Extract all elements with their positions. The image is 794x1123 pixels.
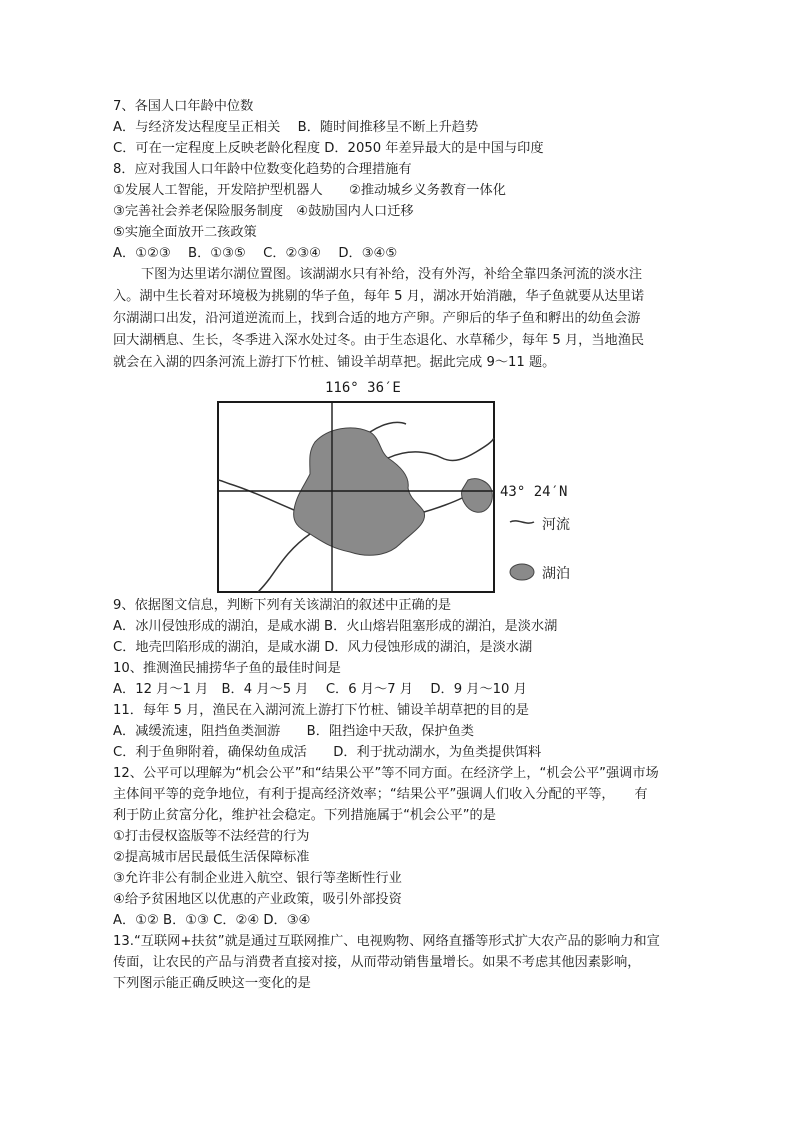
q11-options-cd: C．利于鱼卵附着，确保幼鱼成活 D．利于扰动湖水，为鱼类提供饵料 — [113, 745, 542, 760]
passage-line: 就会在入湖的四条河流上游打下竹桩、铺设羊胡草把。据此完成 9～11 题。 — [113, 355, 556, 370]
q13-stem-line: 下列图示能正确反映这一变化的是 — [113, 976, 311, 991]
q12-item: ②提高城市居民最低生活保障标准 — [113, 850, 310, 865]
lake-legend-icon — [510, 564, 534, 580]
q11-options-ab: A．减缓流速，阻挡鱼类洄游 B．阻挡途中天敌，保护鱼类 — [113, 724, 474, 739]
q12-item: ①打击侵权盗版等不法经营的行为 — [113, 829, 310, 844]
q8-item: ①发展人工智能，开发陪护型机器人 ②推动城乡义务教育一体化 — [113, 183, 506, 198]
passage-line: 入。湖中生长着对环境极为挑剔的华子鱼，每年 5 月，湖冰开始消融，华子鱼就要从达里诺 — [113, 289, 645, 304]
q10-stem: 10、推测渔民捕捞华子鱼的最佳时间是 — [113, 661, 341, 676]
q9-options-ab: A．冰川侵蚀形成的湖泊，是咸水湖 B．火山熔岩阻塞形成的湖泊，是淡水湖 — [113, 619, 558, 634]
passage-line: 下图为达里诺尔湖位置图。该湖湖水只有补给，没有外泻，补给全靠四条河流的淡水注 — [141, 267, 643, 282]
legend-river-label: 河流 — [542, 517, 570, 533]
q8-item: ③完善社会养老保险服务制度 ④鼓励国内人口迁移 — [113, 204, 414, 219]
passage-line: 回大湖栖息、生长，冬季进入深水处过冬。由于生态退化、水草稀少，每年 5 月，当地渔民 — [113, 333, 645, 348]
q13-stem-line: 13.“互联网+扶贫”就是通过互联网推广、电视购物、网络直播等形式扩大农产品的影响力和宣 — [113, 934, 660, 949]
longitude-label: 116° 36′E — [325, 380, 401, 396]
q8-options: A．①②③ B．①③⑤ C．②③④ D．③④⑤ — [113, 246, 398, 261]
q12-stem-line: 12、公平可以理解为“机会公平”和“结果公平”等不同方面。在经济学上，“机会公平”强调市场 — [113, 766, 659, 781]
q12-stem-line: 利于防止贫富分化，维护社会稳定。下列措施属于“机会公平”的是 — [113, 808, 496, 823]
lake-location-map — [210, 372, 610, 594]
q13-stem-line: 传面，让农民的产品与消费者直接对接，从而带动销售量增长。如果不考虑其他因素影响， — [113, 955, 641, 970]
q10-options: A．12 月～1 月 B．4 月～5 月 C．6 月～7 月 D．9 月～10 月 — [113, 682, 527, 697]
legend-lake-label: 湖泊 — [542, 566, 570, 582]
q12-options: A．①② B．①③ C．②④ D．③④ — [113, 913, 311, 928]
q9-options-cd: C．地壳凹陷形成的湖泊，是咸水湖 D．风力侵蚀形成的湖泊，是淡水湖 — [113, 640, 533, 655]
q12-item: ④给予贫困地区以优惠的产业政策，吸引外部投资 — [113, 892, 402, 907]
q8-stem: 8．应对我国人口年龄中位数变化趋势的合理措施有 — [113, 162, 412, 177]
q12-stem-line: 主体间平等的竞争地位，有利于提高经济效率；“结果公平”强调人们收入分配的平等， 有 — [113, 787, 648, 802]
latitude-label: 43° 24′N — [500, 484, 568, 500]
q8-item: ⑤实施全面放开二孩政策 — [113, 225, 257, 240]
q11-stem: 11．每年 5 月，渔民在入湖河流上游打下竹桩、铺设羊胡草把的目的是 — [113, 703, 529, 718]
passage-line: 尔湖湖口出发，沿河道逆流而上，找到合适的地方产卵。产卵后的华子鱼和孵出的幼鱼会游 — [113, 311, 641, 326]
q9-stem: 9、依据图文信息，判断下列有关该湖泊的叙述中正确的是 — [113, 598, 452, 613]
q7-options-ab: A．与经济发达程度呈正相关 B．随时间推移呈不断上升趋势 — [113, 120, 479, 135]
q7-options-cd: C．可在一定程度上反映老龄化程度 D．2050 年差异最大的是中国与印度 — [113, 141, 544, 156]
q12-item: ③允许非公有制企业进入航空、银行等垄断性行业 — [113, 871, 402, 886]
river-legend-icon — [510, 521, 534, 523]
q7-stem: 7、各国人口年龄中位数 — [113, 99, 254, 114]
